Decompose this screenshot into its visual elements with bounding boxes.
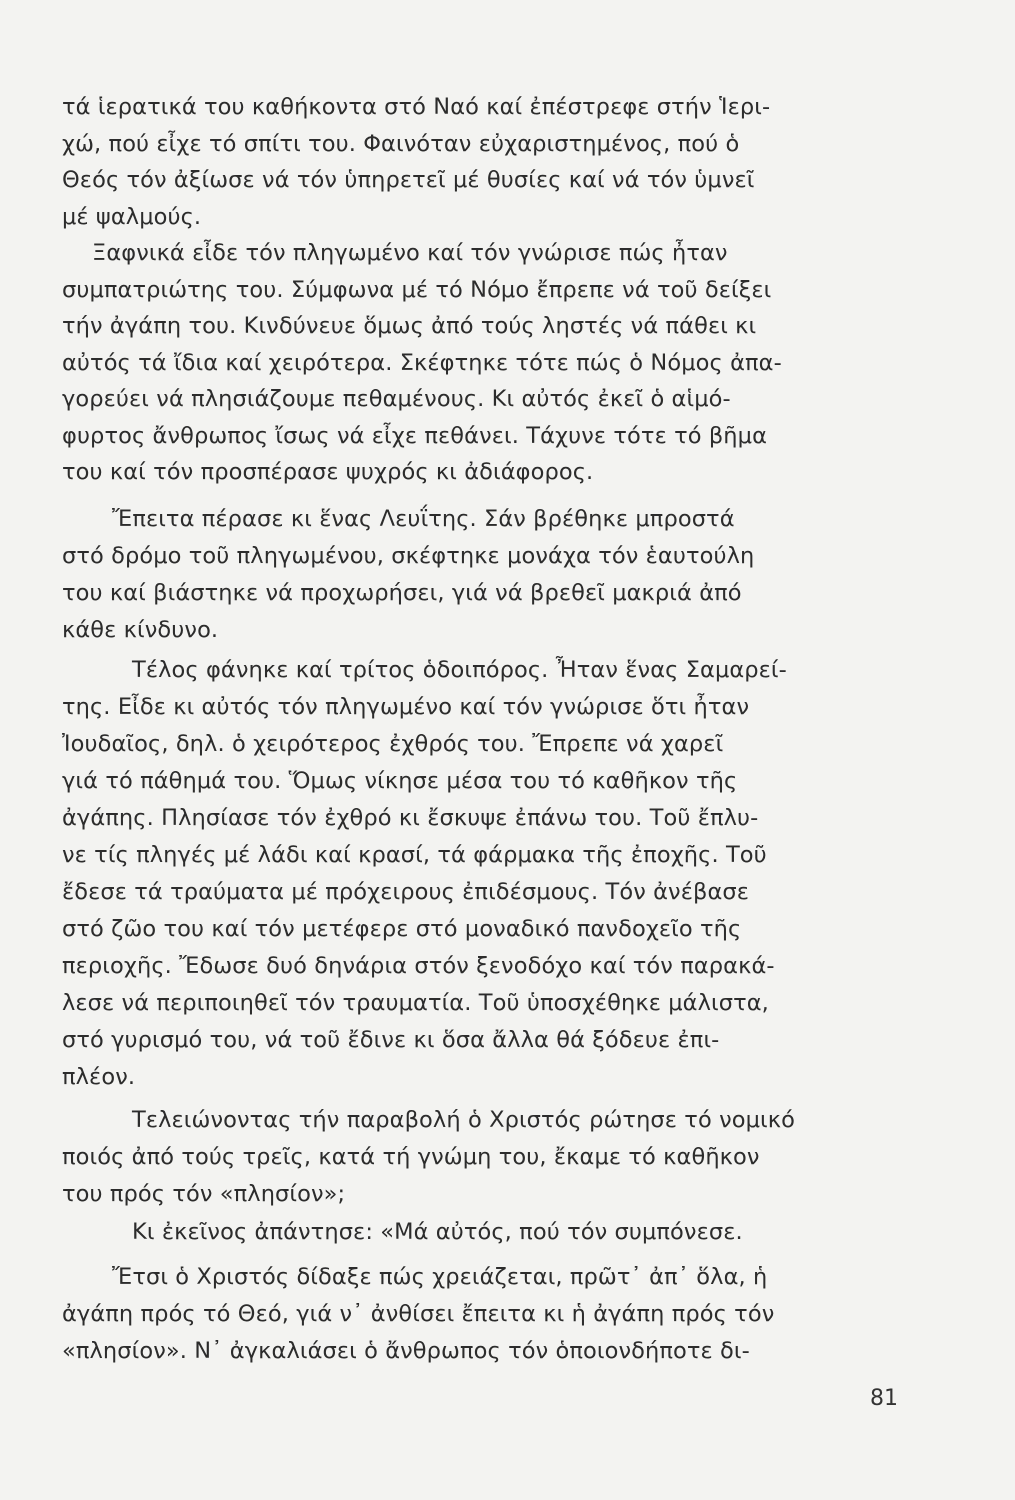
text-line: πλέον. [62,1064,136,1090]
text-line: χώ, πού εἶχε τό σπίτι του. Φαινόταν εὐχαριστημένος, πού ὁ [62,130,740,157]
text-line: τά ἱερατικά του καθήκοντα στό Ναό καί ἐπέστρεφε στήν Ἱερι- [62,94,771,120]
page-number: 81 [870,1386,898,1411]
text-line: ἔδεσε τά τραύματα μέ πρόχειρους ἐπιδέσμους. Τόν ἀνέβασε [62,879,749,905]
text-line: Ξαφνικά εἶδε τόν πληγωμένο καί τόν γνώρισε πώς ἦταν [92,240,728,266]
text-line: ἀγάπης. Πλησίασε τόν ἐχθρό κι ἔσκυψε ἐπάνω του. Τοῦ ἔπλυ- [62,805,759,831]
text-line: του καί βιάστηκε νά προχωρήσει, γιά νά βρεθεῖ μακριά ἀπό [62,580,742,606]
text-line: ποιός ἀπό τούς τρεῖς, κατά τή γνώμη του, ἔκαμε τό καθῆκον [62,1144,760,1170]
text-line: του καί τόν προσπέρασε ψυχρός κι ἀδιάφορος. [62,459,594,485]
text-line: Ἔτσι ὁ Χριστός δίδαξε πώς χρειάζεται, πρῶτ᾽ ἀπ᾽ ὅλα, ἡ [112,1264,768,1290]
text-line: Κι ἐκεῖνος ἀπάντησε: «Μά αὐτός, πού τόν συμπόνεσε. [132,1219,743,1245]
text-line: Ἔπειτα πέρασε κι ἕνας Λευΐτης. Σάν βρέθηκε μπροστά [112,506,735,532]
text-line: στό δρόμο τοῦ πληγωμένου, σκέφτηκε μονάχα τόν ἑαυτούλη [62,543,755,569]
text-line: γορεύει νά πλησιάζουμε πεθαμένους. Κι αὐτός ἐκεῖ ὁ αἱμό- [62,386,731,412]
text-line: Ἰουδαῖος, δηλ. ὁ χειρότερος ἐχθρός του. Ἔπρεπε νά χαρεῖ [62,731,724,757]
text-line: κάθε κίνδυνο. [62,617,219,643]
text-line: ἀγάπη πρός τό Θεό, γιά ν᾽ ἀνθίσει ἔπειτα κι ἡ ἀγάπη πρός τόν [62,1301,775,1327]
text-line: λεσε νά περιποιηθεῖ τόν τραυματία. Τοῦ ὑποσχέθηκε μάλιστα, [62,990,769,1016]
text-line: περιοχῆς. Ἔδωσε δυό δηνάρια στόν ξενοδόχο καί τόν παρακά- [62,953,775,979]
text-line: της. Εἶδε κι αὐτός τόν πληγωμένο καί τόν γνώρισε ὅτι ἦταν [62,694,750,720]
text-line: νε τίς πληγές μέ λάδι καί κρασί, τά φάρμακα τῆς ἐποχῆς. Τοῦ [62,842,767,868]
text-line: του πρός τόν «πλησίον»; [62,1181,346,1207]
text-line: αὐτός τά ἴδια καί χειρότερα. Σκέφτηκε τότε πώς ὁ Νόμος ἀπα- [62,349,782,376]
text-line: στό ζῶο του καί τόν μετέφερε στό μοναδικό πανδοχεῖο τῆς [62,916,742,942]
text-line: τήν ἀγάπη του. Κινδύνευε ὅμως ἀπό τούς ληστές νά πάθει κι [62,313,757,339]
text-line: Τέλος φάνηκε καί τρίτος ὁδοιπόρος. Ἦταν ἕνας Σαμαρεί- [132,657,787,683]
text-line: στό γυρισμό του, νά τοῦ ἔδινε κι ὅσα ἄλλα θά ξόδευε ἐπι- [62,1027,720,1053]
text-line: γιά τό πάθημά του. Ὅμως νίκησε μέσα του τό καθῆκον τῆς [62,768,738,794]
text-line: φυρτος ἄνθρωπος ἴσως νά εἶχε πεθάνει. Τάχυνε τότε τό βῆμα [62,422,768,449]
text-line: συμπατριώτης του. Σύμφωνα μέ τό Νόμο ἔπρεπε νά τοῦ δείξει [62,276,772,303]
text-line: μέ ψαλμούς. [62,203,202,230]
text-line: «πλησίον». Ν᾽ ἀγκαλιάσει ὁ ἄνθρωπος τόν ὁποιονδήποτε δι- [62,1338,750,1364]
text-line: Τελειώνοντας τήν παραβολή ὁ Χριστός ρώτησε τό νομικό [132,1107,795,1133]
text-line: Θεός τόν ἀξίωσε νά τόν ὑπηρετεῖ μέ θυσίες καί νά τόν ὑμνεῖ [62,167,755,193]
